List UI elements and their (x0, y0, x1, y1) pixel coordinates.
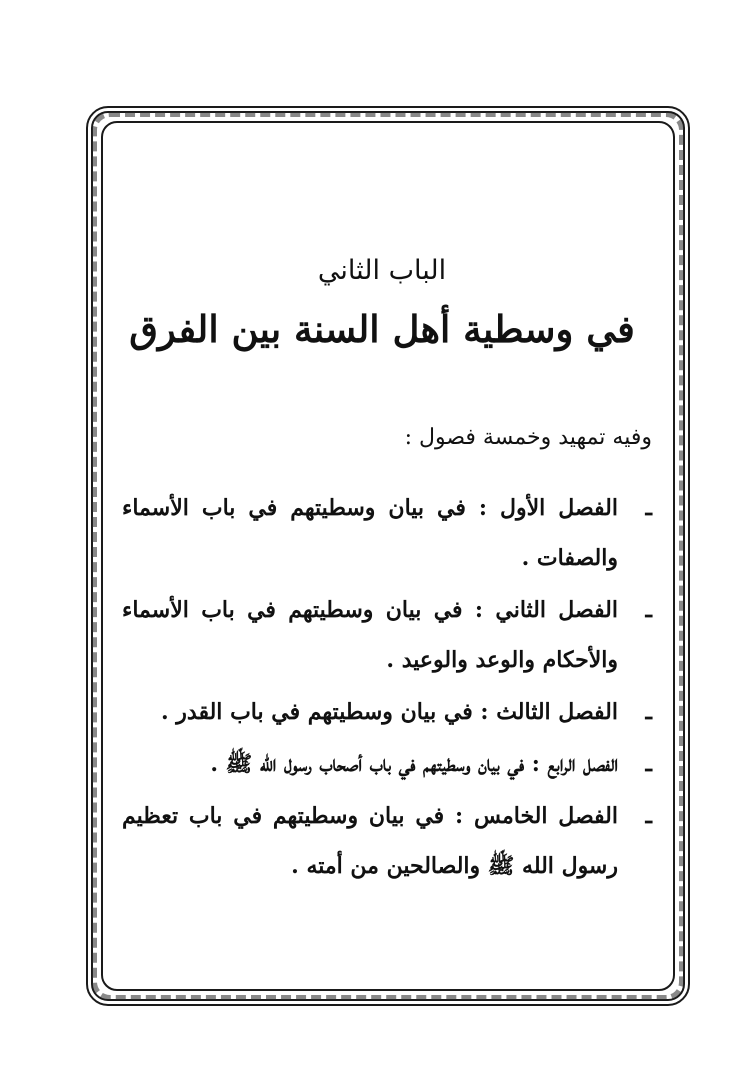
chapter-text (122, 739, 618, 789)
chapter-description: في بيان وسطيتهم في باب أصحاب رسول الله ﷺ . (210, 751, 525, 777)
chapter-description: في بيان وسطيتهم في باب الأسماء والصفات . (122, 495, 618, 571)
chapter-item (122, 687, 652, 737)
chapter-name: الفصل الثالث (496, 699, 618, 725)
section-title: في وسطية أهل السنة بين الفرق (129, 307, 635, 351)
chapter-separator: : (524, 751, 548, 777)
chapter-description: في بيان وسطيتهم في باب القدر . (160, 699, 473, 725)
chapter-separator: : (444, 803, 474, 829)
chapter-separator: : (462, 597, 496, 623)
chapter-separator: : (472, 699, 497, 725)
chapter-text (122, 791, 618, 891)
chapter-name: الفصل الثاني (495, 597, 618, 623)
chapter-name: الفصل الرابع (547, 751, 618, 777)
chapter-description: في بيان وسطيتهم في باب الأسماء والأحكام والوعد والوعيد . (122, 597, 618, 673)
bullet-dash: ـ (645, 803, 652, 829)
chapter-text (122, 483, 618, 583)
chapter-item (122, 739, 652, 789)
bullet-dash: ـ (645, 597, 652, 623)
bullet-dash: ـ (645, 751, 652, 777)
bullet-dash: ـ (645, 699, 652, 725)
chapter-text (122, 687, 618, 737)
chapter-name: الفصل الخامس (473, 803, 618, 829)
chapter-text (122, 585, 618, 685)
chapter-item (122, 791, 652, 891)
intro-line: وفيه تمهيد وخمسة فصول : (404, 425, 652, 450)
chapter-list (122, 483, 652, 893)
chapter-description: في بيان وسطيتهم في باب تعظيم رسول الله ﷺ والصالحين من أمته . (122, 803, 618, 879)
section-label: الباب الثاني (317, 255, 447, 286)
bullet-dash: ـ (645, 495, 652, 521)
chapter-item (122, 585, 652, 685)
chapter-item (122, 483, 652, 583)
chapter-separator: : (465, 495, 501, 521)
chapter-name: الفصل الأول (500, 495, 618, 521)
